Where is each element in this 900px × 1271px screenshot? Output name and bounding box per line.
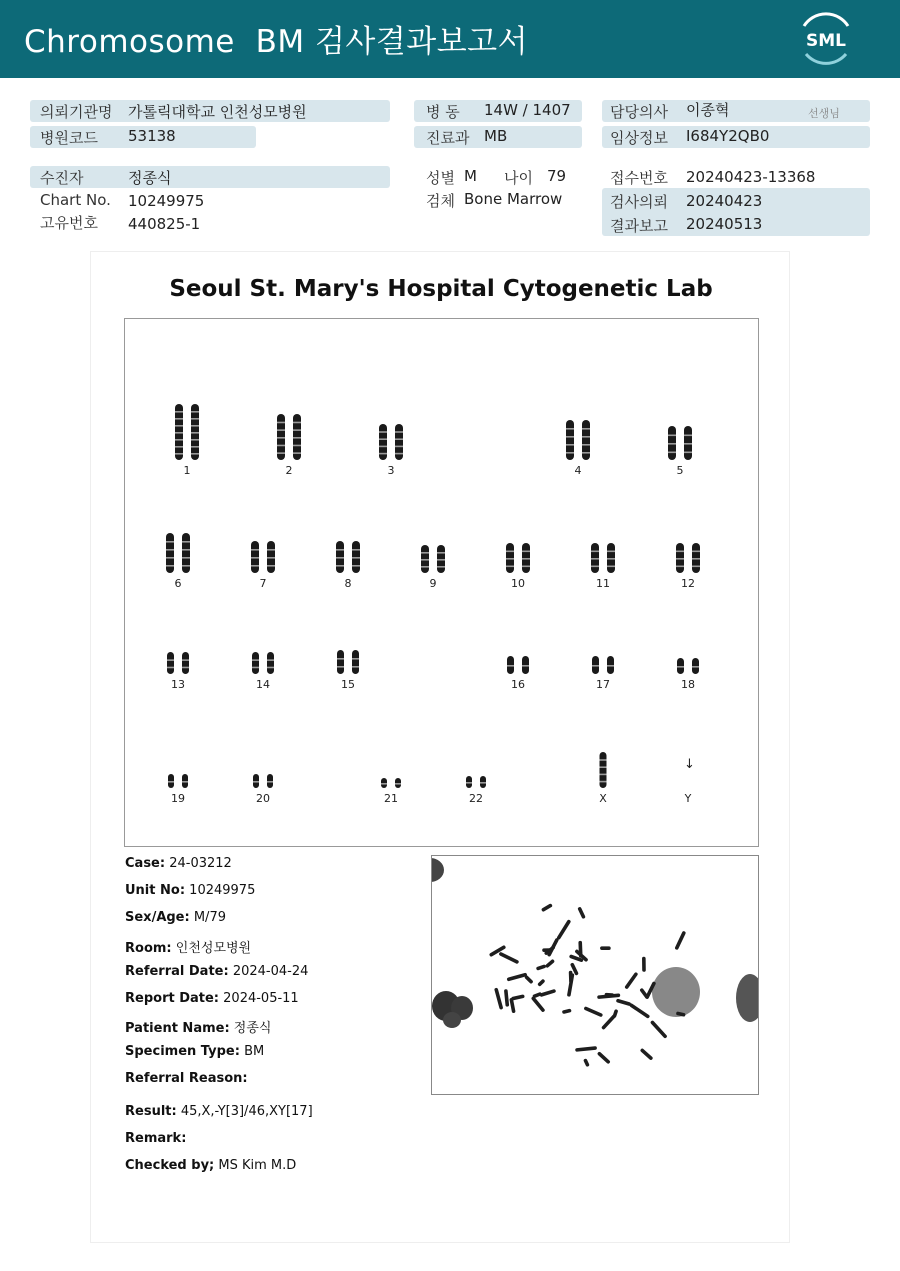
chromosome-label: 3 (387, 464, 395, 477)
clinical-value: I684Y2QB0 (686, 127, 770, 145)
chromosome-band (600, 759, 607, 761)
report-title: Chromosome BM 검사결과보고서 (24, 24, 529, 60)
chromosome-band (437, 559, 445, 561)
patient-name-value: 정종식 (233, 1021, 272, 1036)
specimen-type-value: BM (244, 1044, 265, 1059)
chromosome-band (395, 453, 403, 455)
chromosome-band (522, 566, 530, 568)
chromosome-band (191, 425, 199, 427)
result-value: 45,X,-Y[3]/46,XY[17] (180, 1104, 313, 1119)
chromosome-band (692, 551, 700, 553)
chromosome-band (182, 549, 190, 551)
chromosome-label: 22 (469, 792, 483, 805)
chromosome-label: 13 (171, 678, 185, 691)
referral-reason-row (125, 1071, 248, 1086)
chromosome-band (591, 558, 599, 560)
report-header (0, 0, 900, 78)
sex-label: 성별 (426, 169, 455, 187)
chromosome-band (167, 667, 174, 669)
lab-title: Seoul St. Mary's Hospital Cytogenetic Lab (169, 276, 713, 302)
chromosome-band (421, 566, 429, 568)
metaphase-image (431, 855, 759, 1095)
chromosome-band (692, 558, 700, 560)
chromosome-band (437, 566, 445, 568)
metaphase-chromosome (605, 993, 615, 997)
chromosome-pair-4 (566, 420, 590, 477)
unit-no-label: Unit No: (125, 883, 186, 898)
chromosome-pair-19 (168, 774, 188, 805)
cell-blob (736, 974, 758, 1022)
chromosome-band (395, 431, 403, 433)
chromosome-band (421, 552, 429, 554)
chromosome-label: 8 (344, 577, 352, 590)
metaphase-chromosome (578, 941, 582, 958)
chromosome-band (182, 781, 188, 783)
metaphase-chromosome (562, 1008, 572, 1014)
chromosome-label: 10 (511, 577, 525, 590)
doctor-label: 담당의사 (610, 103, 668, 121)
chromosome-band (379, 453, 387, 455)
chromosome-band (252, 667, 259, 669)
metaphase-chromosome (494, 988, 503, 1010)
karyogram-image (125, 319, 758, 846)
chromosome-band (592, 665, 599, 667)
chromosome-band (684, 435, 692, 437)
metaphase-chromosome (583, 1006, 603, 1017)
patient-label: 수진자 (40, 169, 84, 187)
chromosome-13 (167, 652, 174, 674)
chromosome-band (175, 411, 183, 413)
chromosome-pair-3 (379, 424, 403, 477)
chromosome-14 (252, 652, 259, 674)
chromosome-band (175, 432, 183, 434)
report-date-label: 결과보고 (610, 217, 668, 235)
chromosome-15 (352, 650, 359, 674)
remark-row (125, 1131, 186, 1146)
sex-age-row (125, 910, 226, 925)
chromosome-pair-21 (381, 778, 401, 805)
chart-no-value: 10249975 (128, 192, 205, 210)
patient-name-label: Patient Name: (125, 1021, 230, 1036)
checked-by-value: MS Kim M.D (218, 1158, 297, 1173)
chromosome-band (352, 557, 360, 559)
cell-blob (443, 1012, 461, 1028)
chromosome-band (267, 667, 274, 669)
chromosome-band (352, 666, 359, 668)
patient-value: 정종식 (128, 169, 172, 187)
chromosome-band (591, 551, 599, 553)
chromosome-band (175, 425, 183, 427)
chromosome-band (293, 445, 301, 447)
institution-label: 의뢰기관명 (40, 103, 113, 121)
chromosome-band (676, 551, 684, 553)
age-label: 나이 (504, 169, 533, 187)
chromosome-label: 20 (256, 792, 270, 805)
metaphase-chromosome (629, 1003, 650, 1019)
sml-logo (796, 12, 856, 66)
age-value: 79 (547, 167, 567, 185)
chromosome-band (566, 428, 574, 430)
nucleus (652, 967, 700, 1017)
chromosome-pair-16 (507, 656, 529, 691)
chromosome-3 (379, 424, 387, 460)
chromosome-band (684, 452, 692, 454)
chromosome-14 (267, 652, 274, 674)
receipt-no-label: 접수번호 (610, 169, 668, 187)
unique-no-label: 고유번호 (40, 214, 98, 232)
chromosome-band (182, 659, 189, 661)
patient-name-row (125, 1017, 271, 1036)
metaphase-chromosome (612, 1009, 618, 1018)
metaphase-chromosome (539, 989, 556, 997)
chromosome-band (251, 549, 259, 551)
referral-reason-label: Referral Reason: (125, 1071, 248, 1086)
chromosome-band (175, 418, 183, 420)
report-date-value: 20240513 (686, 215, 763, 233)
chromosome-band (167, 659, 174, 661)
sex-age-label: Sex/Age: (125, 910, 190, 925)
ward-value: 14W / 1407 (484, 101, 571, 119)
chromosome-band (175, 446, 183, 448)
chromosome-pair-2 (277, 414, 301, 477)
karyotype-report (90, 251, 790, 1243)
chromosome-band (676, 566, 684, 568)
chromosome-15 (337, 650, 344, 674)
department-label: 진료과 (426, 129, 470, 147)
chromosome-band (522, 558, 530, 560)
report-date-label2: Report Date: (125, 991, 220, 1006)
chromosome-band (352, 565, 360, 567)
karyogram-panel (124, 318, 759, 847)
chromosome-label: 18 (681, 678, 695, 691)
chromosome-pair-8 (336, 541, 360, 590)
chromosome-pair-6 (166, 533, 190, 590)
chromosome-band (421, 559, 429, 561)
metaphase-chromosome (674, 931, 686, 951)
chromosome-band (166, 541, 174, 543)
chromosome-band (379, 446, 387, 448)
metaphase-chromosome (597, 1051, 611, 1064)
receipt-no-value: 20240423-13368 (686, 168, 816, 186)
chromosome-band (677, 666, 684, 668)
chromosome-band (267, 557, 275, 559)
chromosome-band (166, 549, 174, 551)
chromosome-pair-17 (592, 656, 614, 691)
chromosome-pair-7 (251, 541, 275, 590)
result-row (125, 1104, 313, 1119)
metaphase-chromosome (577, 906, 586, 919)
chromosome-label: 15 (341, 678, 355, 691)
chromosome-band (668, 443, 676, 445)
chromosome-label: X (599, 792, 607, 805)
chromosome-band (175, 453, 183, 455)
chromosome-label: 12 (681, 577, 695, 590)
chromosome-band (267, 781, 273, 783)
chromosome-band (191, 418, 199, 420)
chromosome-band (166, 565, 174, 567)
logo-text: SML (806, 31, 846, 51)
specimen-value: Bone Marrow (464, 190, 563, 208)
chromosome-band (507, 665, 514, 667)
chromosome-x (600, 752, 607, 788)
room-row (125, 937, 251, 956)
chromosome-pair-5 (668, 426, 692, 477)
chromosome-label: 7 (259, 577, 267, 590)
chromosome-band (381, 783, 387, 785)
chromosome-band (182, 557, 190, 559)
missing-y-arrow-icon: ↓ (684, 757, 695, 772)
patient-info (0, 96, 900, 241)
chromosome-pair-12 (676, 543, 700, 590)
metaphase-chromosome (556, 919, 571, 940)
chromosome-band (191, 439, 199, 441)
request-date-value: 20240423 (686, 192, 763, 210)
chromosome-label: 6 (174, 577, 182, 590)
chromosome-band (582, 452, 590, 454)
chromosome-band (277, 422, 285, 424)
doctor-value: 이종혁 (686, 101, 730, 119)
chromosome-band (522, 665, 529, 667)
chromosome-band (684, 443, 692, 445)
chromosome-band (352, 658, 359, 660)
chromosome-band (466, 782, 472, 784)
chromosome-label: 9 (429, 577, 437, 590)
chromosome-pair-x (599, 752, 607, 805)
chromosome-band (337, 658, 344, 660)
case-label: Case: (125, 856, 166, 871)
chromosome-label: 21 (384, 792, 398, 805)
metaphase-chromosome (616, 999, 632, 1007)
clinical-label: 임상정보 (610, 129, 668, 147)
chromosome-band (191, 446, 199, 448)
chromosome-pair-9 (421, 545, 445, 590)
chromosome-band (277, 437, 285, 439)
chromosome-band (607, 665, 614, 667)
chromosome-label: 5 (676, 464, 684, 477)
specimen-type-row (125, 1044, 264, 1059)
chromosome-6 (166, 533, 174, 573)
chromosome-band (337, 666, 344, 668)
department-value: MB (484, 127, 508, 145)
chromosome-band (182, 667, 189, 669)
chromosome-band (676, 558, 684, 560)
chromosome-band (168, 781, 174, 783)
chromosome-label: 17 (596, 678, 610, 691)
checked-by-row (125, 1158, 296, 1173)
chromosome-pair-10 (506, 543, 530, 590)
chromosome-band (379, 438, 387, 440)
sex-age-value: M/79 (193, 910, 226, 925)
chromosome-pair-22 (466, 776, 486, 805)
chromosome-band (277, 452, 285, 454)
chromosome-band (600, 766, 607, 768)
chromosome-band (166, 557, 174, 559)
hospital-code-value: 53138 (128, 127, 176, 145)
chromosome-band (253, 781, 259, 783)
metaphase-chromosome (541, 903, 553, 912)
chromosome-band (182, 565, 190, 567)
chromosome-band (600, 781, 607, 783)
chromosome-label: 1 (183, 464, 191, 477)
chromosome-pair-1 (175, 404, 199, 477)
case-value: 24-03212 (169, 856, 232, 871)
chromosome-band (267, 659, 274, 661)
chromosome-band (293, 437, 301, 439)
chart-no-label: Chart No. (40, 191, 111, 209)
chromosome-label: Y (684, 792, 692, 805)
report-date-value2: 2024-05-11 (223, 991, 299, 1006)
checked-by-label: Checked by; (125, 1158, 215, 1173)
chromosome-band (191, 411, 199, 413)
chromosome-label: 16 (511, 678, 525, 691)
chromosome-band (600, 774, 607, 776)
chromosome-band (251, 557, 259, 559)
chromosome-band (191, 432, 199, 434)
metaphase-chromosome (498, 952, 519, 965)
chromosome-pair-15 (337, 650, 359, 691)
chromosome-band (607, 558, 615, 560)
chromosome-band (582, 444, 590, 446)
chromosome-label: 14 (256, 678, 270, 691)
chromosome-pair-11 (591, 543, 615, 590)
chromosome-pair-y (684, 757, 695, 805)
chromosome-band (582, 428, 590, 430)
chromosome-band (395, 438, 403, 440)
chromosome-4 (566, 420, 574, 460)
chromosome-13 (182, 652, 189, 674)
specimen-label: 검체 (426, 192, 455, 210)
metaphase-chromosome (537, 979, 545, 987)
chromosome-pair-14 (252, 652, 274, 691)
metaphase-chromosome (575, 1046, 597, 1052)
chromosome-band (506, 566, 514, 568)
room-value: 인천성모병원 (175, 941, 252, 956)
ward-label: 병 동 (426, 103, 460, 121)
info-bar (30, 166, 390, 188)
chromosome-band (277, 429, 285, 431)
chromosome-band (692, 666, 699, 668)
chromosome-band (251, 565, 259, 567)
chromosome-pair-13 (167, 652, 189, 691)
metaphase-chromosome (650, 1020, 668, 1039)
result-label: Result: (125, 1104, 177, 1119)
chromosome-band (395, 783, 401, 785)
metaphase-chromosome (542, 948, 552, 952)
metaphase-chromosome (547, 938, 559, 958)
chromosome-band (352, 549, 360, 551)
chromosome-band (480, 782, 486, 784)
metaphase-chromosome (567, 973, 575, 997)
metaphase-chromosome (624, 972, 638, 990)
chromosome-band (668, 452, 676, 454)
chromosome-band (395, 446, 403, 448)
chromosome-band (277, 445, 285, 447)
chromosome-band (437, 552, 445, 554)
metaphase-chromosome (504, 989, 509, 1007)
chromosome-band (336, 557, 344, 559)
chromosome-label: 2 (285, 464, 293, 477)
chromosome-band (175, 439, 183, 441)
chromosome-band (336, 565, 344, 567)
chromosome-label: 19 (171, 792, 185, 805)
chromosome-band (267, 549, 275, 551)
chromosome-band (252, 659, 259, 661)
referral-date-row (125, 964, 308, 979)
chromosome-pair-18 (677, 658, 699, 691)
chromosome-band (591, 566, 599, 568)
chromosome-band (668, 435, 676, 437)
chromosome-band (191, 453, 199, 455)
chromosome-band (566, 452, 574, 454)
metaphase-chromosome (600, 946, 611, 950)
chromosome-label: 4 (574, 464, 582, 477)
chromosome-4 (582, 420, 590, 460)
metaphase-chromosome (531, 996, 546, 1013)
doctor-suffix: 선생님 (808, 107, 840, 120)
specimen-type-label: Specimen Type: (125, 1044, 240, 1059)
chromosome-band (506, 558, 514, 560)
unit-no-value: 10249975 (189, 883, 256, 898)
metaphase-chromosome (640, 1048, 654, 1061)
chromosome-label: 11 (596, 577, 610, 590)
case-row (125, 856, 232, 871)
chromosome-band (582, 436, 590, 438)
institution-value: 가톨릭대학교 인천성모병원 (128, 103, 307, 121)
metaphase-chromosome (545, 959, 555, 969)
metaphase-chromosome (536, 964, 547, 971)
chromosome-band (522, 551, 530, 553)
chromosome-band (293, 452, 301, 454)
metaphase-chromosome (642, 957, 646, 972)
metaphase-chromosome (511, 994, 525, 1000)
chromosome-band (379, 431, 387, 433)
metaphase-spread (432, 856, 758, 1094)
chromosome-band (293, 422, 301, 424)
chromosome-band (566, 436, 574, 438)
metaphase-chromosome (583, 1058, 590, 1067)
chromosome-band (506, 551, 514, 553)
chromosome-band (267, 565, 275, 567)
chromosome-band (692, 566, 700, 568)
sex-value: M (464, 167, 477, 185)
chromosome-band (293, 429, 301, 431)
referral-date-value: 2024-04-24 (232, 964, 309, 979)
metaphase-chromosome (507, 973, 528, 982)
chromosome-band (336, 549, 344, 551)
chromosome-band (607, 551, 615, 553)
chromosome-6 (182, 533, 190, 573)
request-date-label: 검사의뢰 (610, 193, 668, 211)
unit-no-row (125, 883, 255, 898)
referral-date-label: Referral Date: (125, 964, 229, 979)
chromosome-3 (395, 424, 403, 460)
unique-no-value: 440825-1 (128, 215, 201, 233)
report-date-row (125, 991, 299, 1006)
remark-label: Remark: (125, 1131, 187, 1146)
room-label: Room: (125, 941, 172, 956)
chromosome-band (182, 541, 190, 543)
hospital-code-label: 병원코드 (40, 129, 98, 147)
cell-blob (432, 858, 444, 882)
chromosome-pair-20 (253, 774, 273, 805)
chromosome-band (607, 566, 615, 568)
chromosome-band (566, 444, 574, 446)
